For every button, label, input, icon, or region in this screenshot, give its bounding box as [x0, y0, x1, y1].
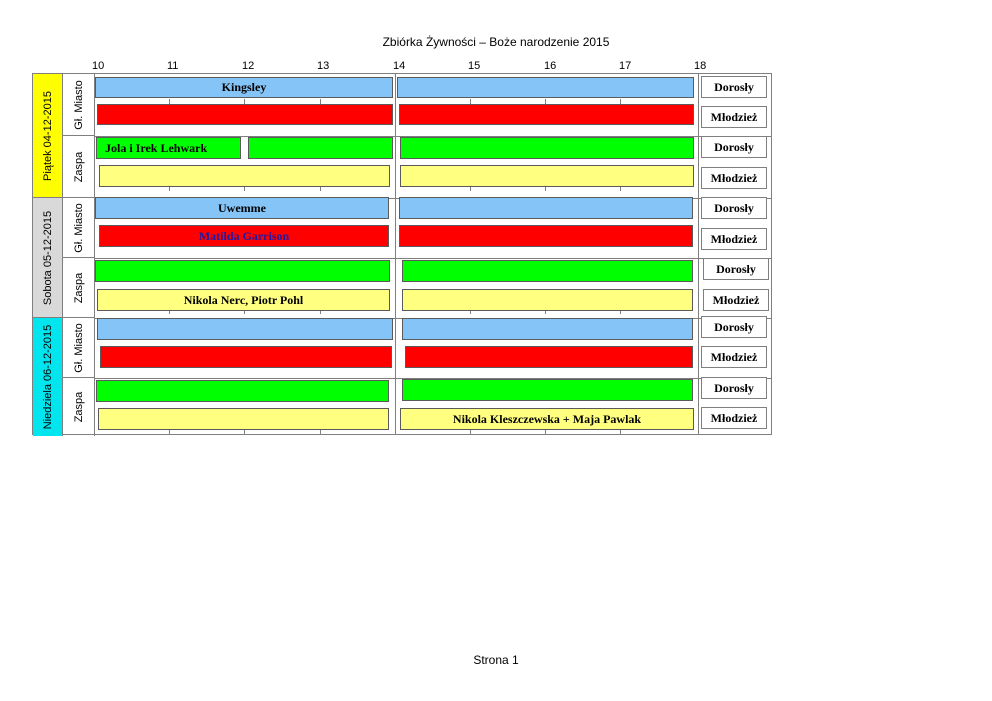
role-tag-youth: Młodzież	[701, 346, 767, 368]
tick	[320, 430, 321, 435]
shift-bar-afternoon[interactable]	[399, 197, 693, 219]
shift-bar-afternoon[interactable]	[399, 104, 694, 125]
day-cell-friday	[33, 74, 63, 198]
location-label: Gł. Miasto	[72, 322, 85, 373]
location-label: Gł. Miasto	[72, 202, 85, 253]
day-label: Sobota 05-12-2015	[41, 210, 54, 305]
shift-bar-afternoon[interactable]	[405, 346, 693, 368]
shift-bar-morning[interactable]: Kingsley	[95, 77, 393, 98]
hour-label: 16	[544, 60, 557, 72]
role-tag-youth: Młodzież	[703, 289, 769, 311]
shift-bar-afternoon[interactable]	[402, 260, 693, 282]
location-cell	[63, 74, 95, 136]
hour-label: 12	[242, 60, 255, 72]
shift-bar-morning[interactable]	[97, 104, 393, 125]
shift-bar-afternoon[interactable]	[400, 165, 694, 187]
location-label: Gł. Miasto	[72, 79, 85, 130]
role-tag-youth: Młodzież	[701, 407, 767, 429]
page-footer: Strona 1	[473, 653, 519, 667]
day-cell-saturday	[33, 198, 63, 318]
shift-bar-morning[interactable]: Jola i Irek Lehwark	[96, 137, 241, 159]
shift-bar-morning[interactable]: Matilda Garrison	[99, 225, 389, 247]
hour-axis	[0, 60, 992, 74]
hour-label: 17	[619, 60, 632, 72]
shift-bar-afternoon[interactable]	[402, 289, 693, 311]
tick	[244, 430, 245, 435]
hour-label: 10	[92, 60, 105, 72]
role-tag-adults: Dorosły	[701, 76, 767, 98]
location-cell	[63, 198, 95, 258]
location-label: Zaspa	[72, 151, 85, 182]
role-tag-adults: Dorosły	[701, 197, 767, 219]
tick	[470, 430, 471, 435]
role-tag-adults: Dorosły	[703, 258, 769, 280]
shift-bar-afternoon[interactable]	[402, 318, 693, 340]
shift-bar-morning[interactable]	[96, 380, 389, 402]
shift-bar-afternoon[interactable]	[402, 379, 693, 401]
role-tag-youth: Młodzież	[701, 228, 767, 250]
shift-bar-morning[interactable]: Nikola Nerc, Piotr Pohl	[97, 289, 390, 311]
location-label: Zaspa	[72, 391, 85, 423]
tick	[169, 430, 170, 435]
day-label: Piątek 04-12-2015	[41, 90, 54, 181]
tick	[545, 430, 546, 435]
location-label: Zaspa	[72, 272, 85, 303]
hour-label: 18	[694, 60, 707, 72]
location-cell	[63, 378, 95, 436]
shift-bar-morning[interactable]	[95, 260, 390, 282]
shift-bar-afternoon[interactable]	[400, 137, 694, 159]
shift-bar-morning[interactable]	[99, 165, 390, 187]
shift-bar-afternoon[interactable]: Nikola Kleszczewska + Maja Pawlak	[400, 408, 694, 430]
shift-bar-morning[interactable]: Uwemme	[95, 197, 389, 219]
role-tag-adults: Dorosły	[701, 136, 767, 158]
role-tag-adults: Dorosły	[701, 316, 767, 338]
shift-bar-morning-2[interactable]	[248, 137, 393, 159]
hour-label: 15	[468, 60, 481, 72]
hour-label: 14	[393, 60, 406, 72]
document-title: Zbiórka Żywności – Boże narodzenie 2015	[382, 35, 610, 49]
location-cell	[63, 318, 95, 378]
hour-label: 13	[317, 60, 330, 72]
role-tag-youth: Młodzież	[701, 106, 767, 128]
shift-bar-afternoon[interactable]	[399, 225, 693, 247]
role-tag-youth: Młodzież	[701, 167, 767, 189]
shift-bar-morning[interactable]	[98, 408, 389, 430]
role-tag-adults: Dorosły	[701, 377, 767, 399]
row-separator	[95, 258, 771, 259]
shift-bar-afternoon[interactable]	[397, 77, 694, 98]
location-cell	[63, 136, 95, 198]
tick	[620, 430, 621, 435]
day-cell-sunday	[33, 318, 63, 436]
role-column-divider	[698, 74, 699, 434]
midday-divider	[395, 74, 396, 434]
shift-bar-morning[interactable]	[100, 346, 392, 368]
hour-label: 11	[167, 60, 179, 72]
location-cell	[63, 258, 95, 318]
day-label: Niedziela 06-12-2015	[41, 324, 54, 430]
shift-bar-morning[interactable]	[97, 318, 393, 340]
